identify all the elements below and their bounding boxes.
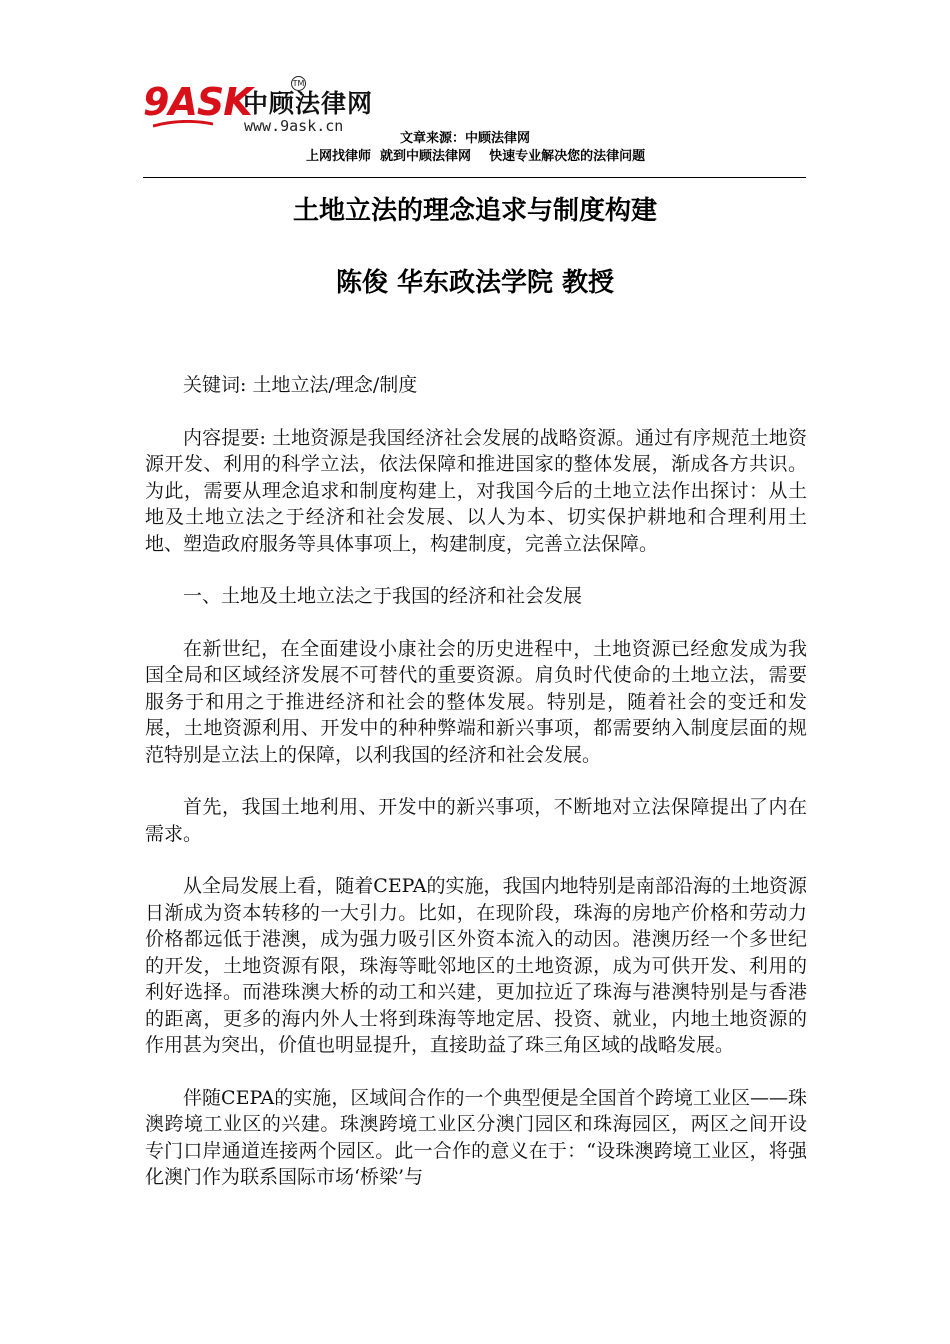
- body-paragraph: 在新世纪，在全面建设小康社会的历史进程中，土地资源已经愈发成为我国全局和区域经济发展不可替代的重要资源。肩负时代使命的土地立法，需要服务于和用之于推进经济和社会的整体发展。特别是，随着社会的变迁和发展，土地资源利用、开发中的种种弊端和新兴事项，都需要纳入制度层面的规范特别是立法上的保障，以利我国的经济和社会发展。: [145, 637, 807, 766]
- section-heading: 一、土地及土地立法之于我国的经济和社会发展: [183, 585, 583, 607]
- article-author: 陈俊 华东政法学院 教授: [335, 268, 615, 298]
- article-title: 土地立法的理念追求与制度构建: [292, 196, 657, 226]
- abstract-paragraph: 内容提要: 土地资源是我国经济社会发展的战略资源。通过有序规范土地资源开发、利用的科学立法，依法保障和推进国家的整体发展，渐成各方共识。为此，需要从理念追求和制度构建上，对我国今后的土地立法作出探讨：从土地及土地立法之于经济和社会发展、以人为本、切实保护耕地和合理利用土地、塑造政府服务等具体事项上，构建制度，完善立法保障。: [145, 426, 807, 555]
- body-paragraph: 从全局发展上看，随着CEPA的实施，我国内地特别是南部沿海的土地资源日渐成为资本转移的一大引力。比如，在现阶段，珠海的房地产价格和劳动力价格都远低于港澳，成为强力吸引区外资本流入的动因。港澳历经一个多世纪的开发，土地资源有限，珠海等毗邻地区的土地资源，成为可供开发、利用的利好选择。而港珠澳大桥的动工和兴建，更加拉近了珠海与港澳特别是与香港的距离，更多的海内外人士将到珠海等地定居、投资、就业，内地土地资源的作用甚为突出，价值也明显提升，直接助益了珠三角区域的战略发展。: [145, 875, 807, 1056]
- body-paragraph: 伴随CEPA的实施，区域间合作的一个典型便是全国首个跨境工业区——珠澳跨境工业区的兴建。珠澳跨境工业区分澳门园区和珠海园区，两区之间开设专门口岸通道连接两个园区。此一合作的意义在于：“设珠澳跨境工业区，将强化澳门作为联系国际市场‘桥梁’与: [145, 1086, 807, 1188]
- logo-swoosh-icon: [153, 120, 213, 128]
- body-paragraph: 首先，我国土地利用、开发中的新兴事项，不断地对立法保障提出了内在需求。: [145, 796, 807, 845]
- article-body: [145, 372, 807, 1217]
- logo-url-text: www.9ask.cn: [244, 117, 344, 135]
- article-source: 文章来源：中顾法律网: [400, 131, 531, 146]
- site-slogan: 上网找律师 就到中顾法律网 快速专业解决您的法律问题: [306, 149, 646, 164]
- keywords-paragraph: 关键词: 土地立法/理念/制度: [183, 374, 418, 396]
- site-logo[interactable]: [143, 80, 393, 138]
- trademark-icon: TM: [291, 76, 306, 91]
- header-divider: [143, 177, 806, 178]
- logo-name-text: 中顾法律网: [243, 89, 374, 118]
- logo-ask-text: 9ASK: [143, 80, 252, 124]
